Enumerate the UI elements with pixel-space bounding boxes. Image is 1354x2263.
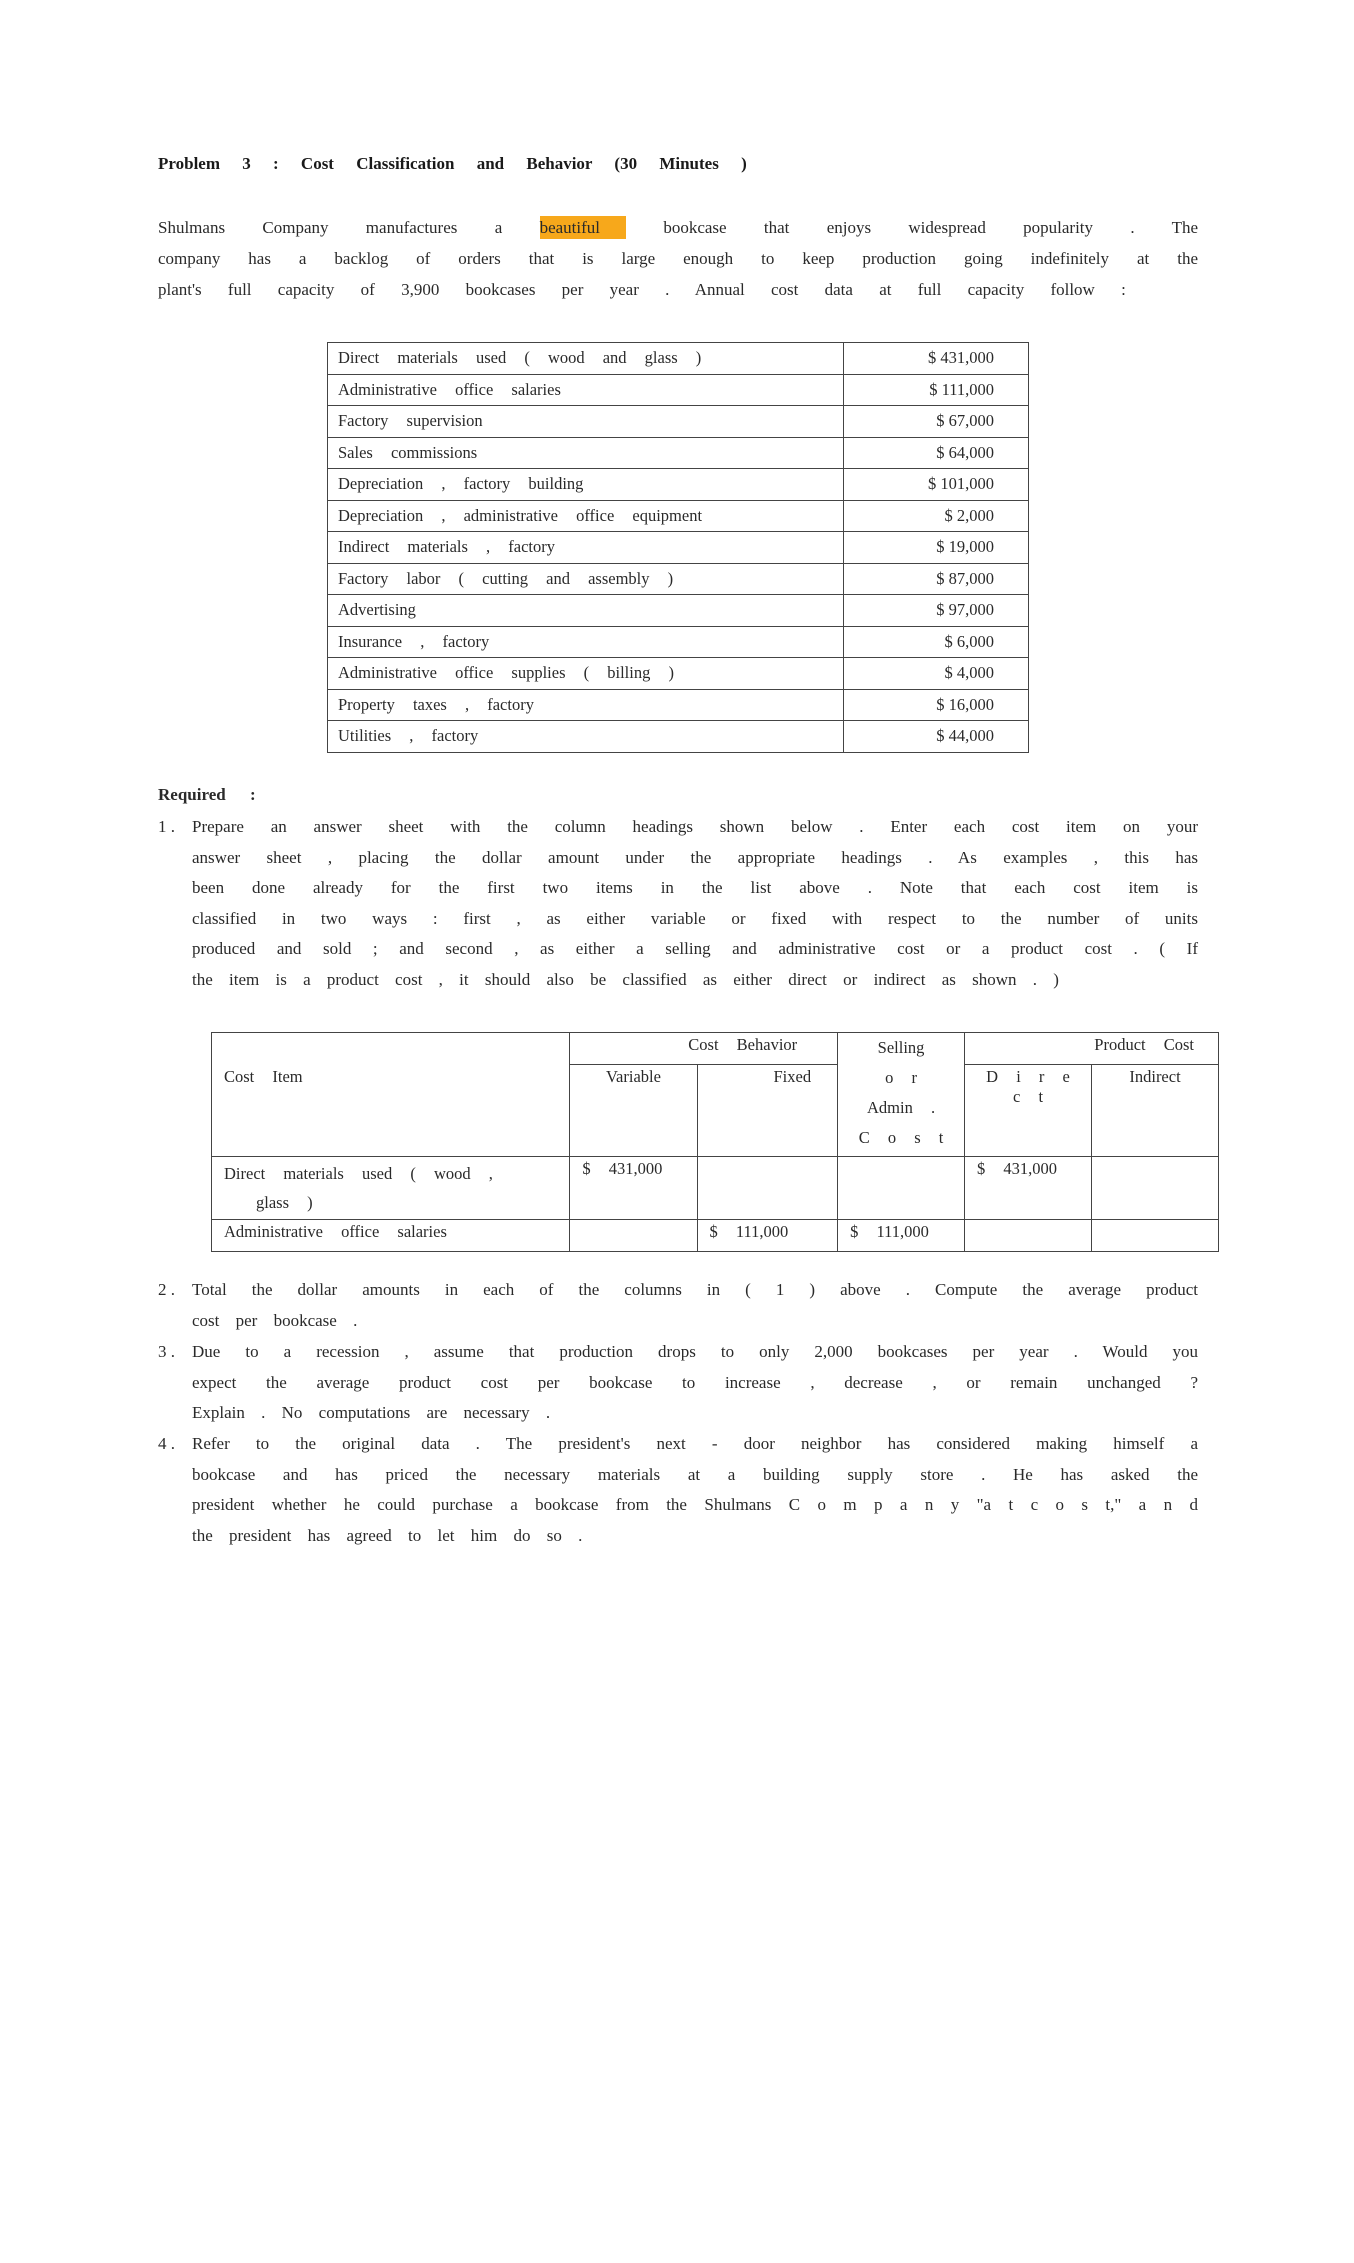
- text-line: classified in two ways : first , as either variable or fixed with respect to the number of units: [192, 908, 1198, 928]
- requirement-3: 3 . Due to a recession , assume that production drops to only 2,000 bookcases per year . Would you expect the average product cost per bookcase to increase , decrease , or remain unchanged ? Explain . No computations are necessary .: [158, 1337, 1198, 1429]
- header-variable: Variable: [570, 1065, 697, 1157]
- text-line: bookcase and has priced the necessary materials at a building supply store . He has asked the: [192, 1464, 1198, 1484]
- text-line: answer sheet , placing the dollar amount under the appropriate headings . As examples , this has: [192, 847, 1198, 867]
- row1-fixed: [697, 1157, 838, 1220]
- cost-item-amount: $ 44,000: [844, 721, 1029, 753]
- text-line: the item is a product cost , it should also be classified as either direct or indirect as shown . ): [192, 969, 1059, 989]
- required-heading: Required :: [158, 785, 256, 804]
- table-row: [212, 1220, 1219, 1252]
- cost-table-body: [328, 343, 1029, 753]
- table-row: [328, 343, 1029, 375]
- requirement-4: 4 . Refer to the original data . The president's next - door neighbor has considered making himself a bookcase and has priced the necessary materials at a building supply store . He has asked the president whether he could purchase a bookcase from the Shulmans C o m p a n y "a t c o s t," a n d the president has agreed to let him do so .: [158, 1429, 1198, 1551]
- row2-fixed: $ 111,000: [697, 1220, 838, 1252]
- table-row: [328, 500, 1029, 532]
- header-cost-behavior: Cost Behavior: [570, 1033, 838, 1065]
- cost-item-label: Depreciation , administrative office equipment: [328, 500, 844, 532]
- row1-direct: $ 431,000: [965, 1157, 1092, 1220]
- intro-line-2: company has a backlog of orders that is large enough to keep production going indefinitely at the: [158, 249, 1198, 268]
- row1-indirect: [1092, 1157, 1219, 1220]
- intro-line-3: plant's full capacity of 3,900 bookcases per year . Annual cost data at full capacity follow :: [158, 280, 1126, 299]
- cost-item-amount: $ 64,000: [844, 437, 1029, 469]
- cost-item-amount: $ 4,000: [844, 658, 1029, 690]
- row1-selling-admin: [838, 1157, 965, 1220]
- row2-direct: [965, 1220, 1092, 1252]
- table-row: [328, 721, 1029, 753]
- text-line: cost per bookcase .: [192, 1310, 358, 1330]
- header-selling-admin-cost: Selling o r Admin . C o s t: [838, 1033, 965, 1157]
- text-line: the president has agreed to let him do so .: [192, 1525, 583, 1545]
- cost-item-label: Indirect materials , factory: [328, 532, 844, 564]
- header-indirect: Indirect: [1092, 1065, 1219, 1157]
- table-row: [212, 1157, 1219, 1220]
- cost-item-amount: $ 431,000: [844, 343, 1029, 375]
- requirement-2: 2 . Total the dollar amounts in each of the columns in ( 1 ) above . Compute the average product cost per bookcase .: [158, 1275, 1198, 1336]
- cost-item-label: Direct materials used ( wood and glass ): [328, 343, 844, 375]
- text-line: Prepare an answer sheet with the column headings shown below . Enter each cost item on your: [192, 817, 1198, 836]
- requirement-number: 1 .: [158, 817, 175, 836]
- text-line: produced and sold ; and second , as either a selling and administrative cost or a product cost . ( If: [192, 939, 1198, 958]
- text-line: Total the dollar amounts in each of the columns in ( 1 ) above . Compute the average product: [192, 1280, 1198, 1299]
- table-row: [328, 374, 1029, 406]
- text-line: expect the average product cost per bookcase to increase , decrease , or remain unchanged ?: [192, 1372, 1198, 1392]
- cost-item-label: Advertising: [328, 595, 844, 627]
- table-row: [328, 406, 1029, 438]
- table-row: [328, 469, 1029, 501]
- row2-indirect: [1092, 1220, 1219, 1252]
- cost-item-label: Administrative office salaries: [328, 374, 844, 406]
- cost-item-label: Depreciation , factory building: [328, 469, 844, 501]
- problem-title: Problem 3 : Cost Classification and Behavior (30 Minutes ): [158, 154, 747, 173]
- cost-item-amount: $ 111,000: [844, 374, 1029, 406]
- table-row: [328, 437, 1029, 469]
- header-cost-item: Cost Item: [212, 1065, 570, 1157]
- header-direct: D i r e c t: [965, 1065, 1092, 1157]
- table-row: [328, 626, 1029, 658]
- header-fixed: Fixed: [697, 1065, 838, 1157]
- text-line: been done already for the first two items in the list above . Note that each cost item is: [192, 878, 1198, 897]
- text-line: president whether he could purchase a bookcase from the Shulmans C o m p a n y "a t c o s t," a n d: [192, 1495, 1198, 1514]
- table-row: [328, 532, 1029, 564]
- highlighted-word: beautiful: [540, 216, 626, 239]
- table-row: [328, 689, 1029, 721]
- row1-variable: $ 431,000: [570, 1157, 697, 1220]
- cost-item-amount: $ 101,000: [844, 469, 1029, 501]
- requirement-1: [158, 812, 1198, 995]
- table-row: [328, 563, 1029, 595]
- header-blank: [212, 1033, 570, 1065]
- table-row: [328, 658, 1029, 690]
- cost-data-table: [327, 342, 1029, 753]
- intro-line-1: Shulmans Company manufactures a beautiful bookcase that enjoys widespread popularity . The: [158, 218, 1199, 237]
- cost-item-label: Factory labor ( cutting and assembly ): [328, 563, 844, 595]
- cost-item-label: Insurance , factory: [328, 626, 844, 658]
- row2-cost-item: Administrative office salaries: [212, 1220, 570, 1252]
- cost-item-amount: $ 2,000: [844, 500, 1029, 532]
- requirement-text: [192, 812, 1198, 995]
- cost-item-amount: $ 87,000: [844, 563, 1029, 595]
- text-line: Explain . No computations are necessary .: [192, 1403, 551, 1422]
- text-line: Due to a recession , assume that production drops to only 2,000 bookcases per year . Would you: [192, 1342, 1198, 1361]
- cost-item-amount: $ 6,000: [844, 626, 1029, 658]
- row1-cost-item: Direct materials used ( wood , glass ): [212, 1157, 570, 1220]
- cost-item-amount: $ 16,000: [844, 689, 1029, 721]
- cost-item-amount: $ 19,000: [844, 532, 1029, 564]
- answer-sheet-table: [211, 1032, 1219, 1252]
- row2-variable: [570, 1220, 697, 1252]
- intro-paragraph: [158, 212, 1198, 305]
- cost-item-label: Property taxes , factory: [328, 689, 844, 721]
- cost-item-label: Sales commissions: [328, 437, 844, 469]
- header-product-cost: Product Cost: [965, 1033, 1219, 1065]
- cost-item-amount: $ 67,000: [844, 406, 1029, 438]
- cost-item-label: Factory supervision: [328, 406, 844, 438]
- row2-selling-admin: $ 111,000: [838, 1220, 965, 1252]
- table-row: [328, 595, 1029, 627]
- text-line: Refer to the original data . The president's next - door neighbor has considered making himself a: [192, 1434, 1198, 1453]
- cost-item-label: Administrative office supplies ( billing ): [328, 658, 844, 690]
- cost-item-label: Utilities , factory: [328, 721, 844, 753]
- cost-item-amount: $ 97,000: [844, 595, 1029, 627]
